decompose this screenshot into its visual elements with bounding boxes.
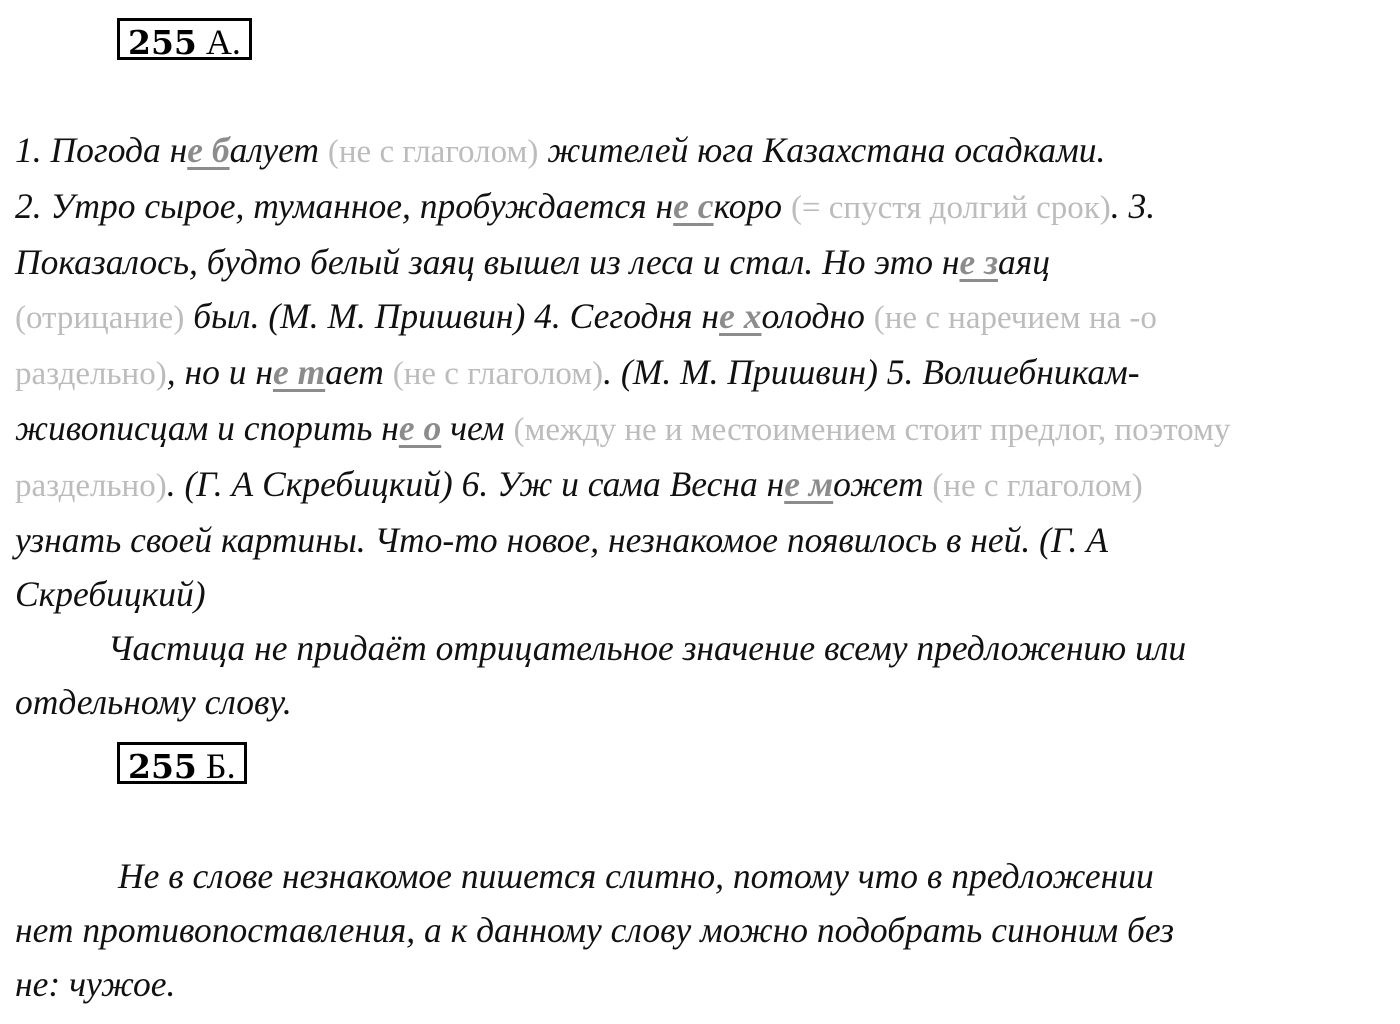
spelling-highlight: е б xyxy=(187,130,230,170)
text-line xyxy=(15,849,1390,903)
text-segment: нет противопоставления, а к данному слову можно подобрать синоним без xyxy=(15,910,1174,950)
text-segment: ожет xyxy=(833,464,933,504)
text-line xyxy=(15,513,1390,567)
text-line xyxy=(15,401,1390,457)
text-line xyxy=(15,123,1390,179)
text-line xyxy=(15,457,1390,513)
text-segment: узнать своей картины. Что-то новое, незнакомое появилось в ней. (Г. А xyxy=(15,520,1108,560)
text-segment: был. (М. М. Пришвин) 4. Сегодня н xyxy=(184,296,720,336)
exercise-number: 255 xyxy=(128,23,197,62)
text-segment: живописцам и спорить н xyxy=(15,408,399,448)
spelling-highlight: е х xyxy=(719,296,762,336)
text-line xyxy=(15,235,1390,289)
text-segment: коро xyxy=(713,186,791,226)
text-segment: 1. Погода н xyxy=(15,130,188,170)
text-segment: Скребицкий) xyxy=(15,574,206,614)
rule-note: раздельно) xyxy=(15,356,167,392)
text-line xyxy=(15,567,1390,621)
spelling-highlight: е с xyxy=(673,186,714,226)
text-line xyxy=(15,903,1390,957)
rule-note: раздельно) xyxy=(15,468,167,504)
text-segment: отдельному слову. xyxy=(15,682,292,722)
text-segment: не: чужое. xyxy=(15,964,176,1004)
text-segment: чем xyxy=(441,408,514,448)
spelling-highlight: е о xyxy=(398,408,442,448)
rule-note: (не с глаголом) xyxy=(327,134,539,170)
exercise-letter: А. xyxy=(205,22,241,62)
rule-note: (не с глаголом) xyxy=(392,356,604,392)
exercise-255b-text xyxy=(15,849,1390,1011)
exercise-255a-text xyxy=(15,123,1390,729)
text-segment: Показалось, будто белый заяц вышел из леса и стал. Но это н xyxy=(15,242,960,282)
text-segment: . (Г. А Скребицкий) 6. Уж и сама Весна н xyxy=(166,464,785,504)
rule-note: (= спустя долгий срок) xyxy=(790,190,1111,226)
text-segment: Частица не придаёт отрицательное значение всему предложению или xyxy=(108,628,1187,668)
text-line xyxy=(15,675,1390,729)
spelling-highlight: е м xyxy=(784,464,834,504)
rule-note: (отрицание) xyxy=(15,300,185,336)
text-line xyxy=(15,957,1390,1011)
text-segment: олодно xyxy=(761,296,874,336)
spelling-highlight: е з xyxy=(959,242,998,282)
exercise-label-255b xyxy=(117,742,247,784)
text-line xyxy=(15,345,1390,401)
text-segment: Не в слове незнакомое пишется слитно, потому что в предложении xyxy=(118,856,1154,896)
text-segment: . 3. xyxy=(1110,186,1156,226)
spelling-highlight: е т xyxy=(272,352,326,392)
rule-note: (между не и местоимением стоит предлог, поэтому xyxy=(513,412,1231,448)
exercise-label-255a xyxy=(117,18,252,60)
text-line xyxy=(15,289,1390,345)
text-segment: аяц xyxy=(997,242,1050,282)
text-line xyxy=(15,179,1390,235)
text-segment: жителей юга Казахстана осадками. xyxy=(538,130,1106,170)
text-segment: . (М. М. Пришвин) 5. Волшебникам- xyxy=(603,352,1140,392)
text-segment: ает xyxy=(325,352,393,392)
text-segment: алует xyxy=(229,130,328,170)
exercise-letter: Б. xyxy=(205,746,236,786)
text-segment: 2. Утро сырое, туманное, пробуждается н xyxy=(15,186,674,226)
text-segment: , но и н xyxy=(166,352,273,392)
exercise-number: 255 xyxy=(128,747,197,786)
text-line xyxy=(15,621,1390,675)
rule-note: (не с наречием на -о xyxy=(873,300,1157,336)
rule-note: (не с глаголом) xyxy=(932,468,1143,504)
